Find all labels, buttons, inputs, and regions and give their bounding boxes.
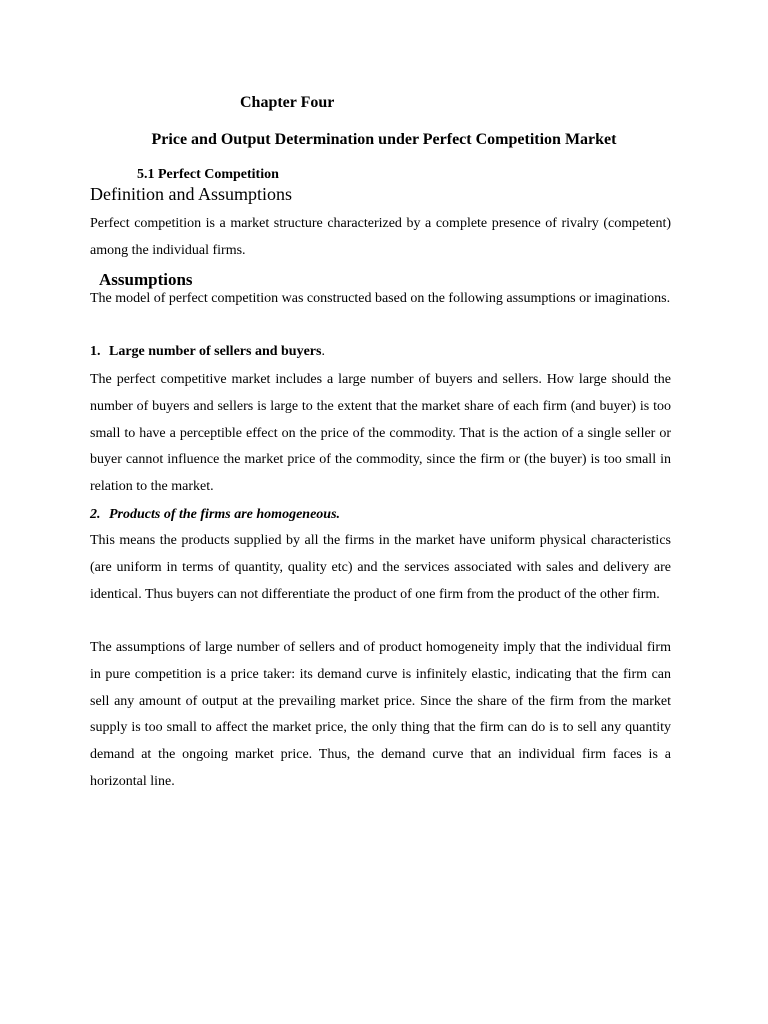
assumption-1-heading: [90, 344, 325, 360]
closing-paragraph: The assumptions of large number of sellers and of product homogeneity imply that the individual firm in pure competition is a price taker: its demand curve is infinitely elastic, indicating that the firm can sell any amount of output at the prevailing market price. Since the share of the firm from the market supply is too small to affect the market price, the only thing that the firm can do is to sell any quantity demand at the ongoing market price. Thus, the demand curve that an individual firm faces is a horizontal line.: [90, 640, 671, 789]
assumptions-intro-paragraph: The model of perfect competition was constructed based on the following assumptions or imaginations.: [90, 291, 671, 306]
assumption-2-number: 2.: [90, 507, 101, 522]
assumption-2-paragraph: This means the products supplied by all the firms in the market have uniform physical characteristics (are uniform in terms of quantity, quality etc) and the services associated with sales and delivery are identical. Thus buyers can not differentiate the product of one firm from the product of the other firm.: [90, 533, 671, 602]
subsection-title: Definition and Assumptions: [90, 184, 292, 204]
document-title: Price and Output Determination under Perfect Competition Market: [151, 131, 617, 148]
assumption-1-heading-text: Large number of sellers and buyers: [109, 344, 322, 359]
assumption-1-paragraph: The perfect competitive market includes a large number of buyers and sellers. How large should the number of buyers and sellers is large to the extent that the market share of each firm (and buyer) is too small to have a perceptible effect on the price of the commodity. That is the action of a single seller or buyer cannot influence the market price of the commodity, since the firm or (the buyer) is too small in relation to the market.: [90, 372, 671, 495]
assumption-1-heading-suffix: .: [321, 344, 325, 359]
section-title: 5.1 Perfect Competition: [137, 167, 279, 182]
assumption-2-heading-text: Products of the firms are homogeneous.: [109, 507, 341, 522]
assumption-1-number: 1.: [90, 344, 101, 359]
chapter-title: Chapter Four: [240, 94, 335, 111]
definition-paragraph: Perfect competition is a market structure characterized by a complete presence of rivalry (competent) among the individual firms.: [90, 216, 671, 258]
assumptions-heading: Assumptions: [99, 270, 193, 289]
assumption-2-heading: [90, 507, 340, 523]
